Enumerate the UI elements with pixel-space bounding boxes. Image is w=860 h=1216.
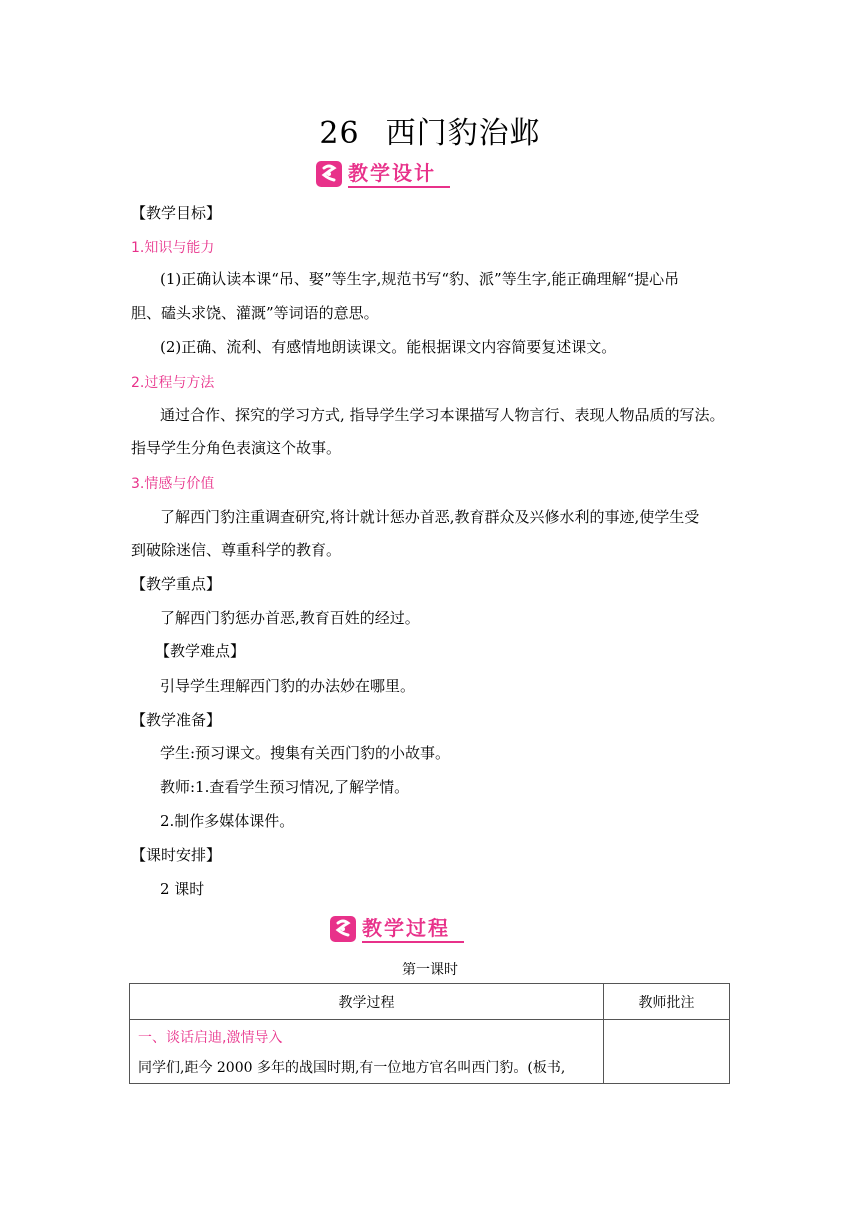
- banner-label: 教学过程: [362, 915, 464, 943]
- section-knowledge-title: 1.知识与能力: [131, 240, 215, 256]
- table-header-process: 教学过程: [338, 995, 395, 1011]
- teaching-process-banner: [330, 915, 464, 943]
- preparation-teacher: 2.制作多媒体课件。: [160, 812, 295, 830]
- lesson-number: 26: [319, 116, 360, 151]
- paragraph-line: 指导学生分角色表演这个故事。: [131, 439, 342, 457]
- section-values-title: 3.情感与价值: [131, 476, 215, 492]
- page-title: [0, 108, 860, 152]
- key-points-heading: 【教学重点】: [131, 575, 222, 593]
- lesson-title: 西门豹治邺: [385, 116, 541, 151]
- lesson-process-table: [129, 983, 730, 1084]
- teaching-design-banner: [316, 160, 450, 188]
- preparation-teacher: 教师:1.查看学生预习情况,了解学情。: [160, 778, 410, 796]
- difficulties-heading: 【教学难点】: [155, 642, 246, 660]
- section-logo-icon: [316, 161, 342, 187]
- preparation-heading: 【教学准备】: [131, 711, 222, 729]
- paragraph-line: 了解西门豹注重调查研究,将计就计惩办首恶,教育群众及兴修水利的事迹,使学生受: [160, 508, 700, 526]
- schedule-heading: 【课时安排】: [131, 846, 222, 864]
- schedule-text: 2 课时: [160, 880, 205, 898]
- step-title: 一、谈话启迪,激情导入: [138, 1030, 283, 1046]
- preparation-student: 学生:预习课文。搜集有关西门豹的小故事。: [160, 744, 451, 762]
- paragraph-line: 到破除迷信、尊重科学的教育。: [131, 541, 342, 559]
- paragraph-line: 胆、磕头求饶、灌溉”等词语的意思。: [131, 304, 379, 322]
- paragraph-line: (1)正确认读本课“吊、娶”等生字,规范书写“豹、派”等生字,能正确理解“提心吊: [160, 270, 680, 288]
- section-method-title: 2.过程与方法: [131, 375, 215, 391]
- banner-label: 教学设计: [348, 160, 450, 188]
- difficulties-text: 引导学生理解西门豹的办法妙在哪里。: [160, 677, 416, 695]
- key-points-text: 了解西门豹惩办首恶,教育百姓的经过。: [160, 609, 420, 627]
- table-header-notes: 教师批注: [638, 995, 695, 1011]
- paragraph-line: (2)正确、流利、有感情地朗读课文。能根据课文内容简要复述课文。: [160, 338, 617, 356]
- session-title: 第一课时: [402, 962, 458, 978]
- section-logo-icon: [330, 916, 356, 942]
- step-text: 同学们,距今 2000 多年的战国时期,有一位地方官名叫西门豹。(板书,: [138, 1060, 566, 1076]
- objectives-heading: 【教学目标】: [131, 204, 222, 222]
- paragraph-line: 通过合作、探究的学习方式, 指导学生学习本课描写人物言行、表现人物品质的写法。: [160, 406, 725, 424]
